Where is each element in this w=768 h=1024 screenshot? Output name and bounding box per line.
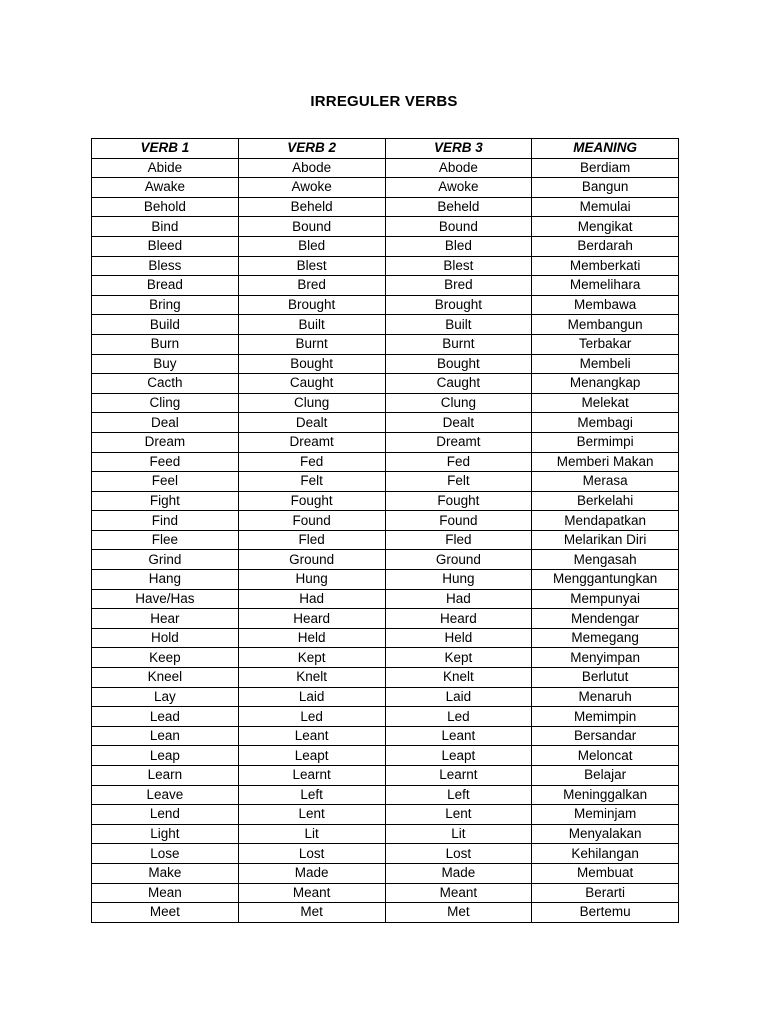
cell-verb-3: Made	[385, 863, 532, 883]
table-row	[92, 628, 679, 648]
cell-verb-2: Lost	[238, 844, 385, 864]
cell-verb-2: Knelt	[238, 668, 385, 688]
cell-verb-1: Grind	[92, 550, 239, 570]
cell-verb-3: Clung	[385, 393, 532, 413]
table-row	[92, 609, 679, 629]
cell-meaning: Bersandar	[532, 726, 679, 746]
cell-meaning: Mendengar	[532, 609, 679, 629]
cell-meaning: Memelihara	[532, 276, 679, 296]
cell-verb-1: Fight	[92, 491, 239, 511]
cell-meaning: Memegang	[532, 628, 679, 648]
cell-verb-2: Fed	[238, 452, 385, 472]
cell-verb-1: Feed	[92, 452, 239, 472]
cell-verb-3: Bled	[385, 236, 532, 256]
cell-meaning: Berdiam	[532, 158, 679, 178]
table-row	[92, 648, 679, 668]
cell-meaning: Meminjam	[532, 805, 679, 825]
cell-verb-2: Kept	[238, 648, 385, 668]
cell-meaning: Memimpin	[532, 707, 679, 727]
cell-verb-3: Lost	[385, 844, 532, 864]
cell-verb-2: Lent	[238, 805, 385, 825]
cell-meaning: Bangun	[532, 178, 679, 198]
cell-verb-1: Feel	[92, 472, 239, 492]
cell-verb-1: Lend	[92, 805, 239, 825]
cell-verb-2: Hung	[238, 570, 385, 590]
cell-verb-1: Mean	[92, 883, 239, 903]
table-row	[92, 217, 679, 237]
table-row	[92, 452, 679, 472]
cell-verb-2: Met	[238, 903, 385, 923]
cell-verb-2: Bred	[238, 276, 385, 296]
table-row	[92, 197, 679, 217]
cell-verb-1: Lead	[92, 707, 239, 727]
cell-meaning: Menaruh	[532, 687, 679, 707]
table-row	[92, 903, 679, 923]
header-verb-3: VERB 3	[385, 139, 532, 159]
cell-verb-1: Keep	[92, 648, 239, 668]
header-meaning: MEANING	[532, 139, 679, 159]
cell-verb-3: Abode	[385, 158, 532, 178]
cell-verb-3: Awoke	[385, 178, 532, 198]
cell-verb-2: Led	[238, 707, 385, 727]
cell-verb-2: Fought	[238, 491, 385, 511]
table-row	[92, 844, 679, 864]
table-row	[92, 315, 679, 335]
table-row	[92, 824, 679, 844]
cell-verb-2: Bound	[238, 217, 385, 237]
cell-verb-1: Dream	[92, 432, 239, 452]
cell-verb-1: Bread	[92, 276, 239, 296]
cell-meaning: Membeli	[532, 354, 679, 374]
cell-verb-2: Meant	[238, 883, 385, 903]
cell-verb-1: Lose	[92, 844, 239, 864]
cell-verb-3: Meant	[385, 883, 532, 903]
cell-verb-1: Lay	[92, 687, 239, 707]
cell-verb-2: Found	[238, 511, 385, 531]
cell-verb-3: Kept	[385, 648, 532, 668]
cell-meaning: Menangkap	[532, 374, 679, 394]
cell-verb-2: Bled	[238, 236, 385, 256]
cell-verb-3: Fled	[385, 530, 532, 550]
cell-meaning: Membuat	[532, 863, 679, 883]
cell-verb-1: Awake	[92, 178, 239, 198]
cell-verb-3: Beheld	[385, 197, 532, 217]
cell-verb-1: Meet	[92, 903, 239, 923]
cell-verb-2: Awoke	[238, 178, 385, 198]
cell-verb-1: Bring	[92, 295, 239, 315]
table-row	[92, 707, 679, 727]
cell-verb-2: Burnt	[238, 334, 385, 354]
cell-verb-3: Bought	[385, 354, 532, 374]
table-row	[92, 883, 679, 903]
cell-verb-1: Lean	[92, 726, 239, 746]
cell-verb-3: Blest	[385, 256, 532, 276]
table-row	[92, 413, 679, 433]
table-row	[92, 256, 679, 276]
table-row	[92, 393, 679, 413]
table-row	[92, 805, 679, 825]
table-row	[92, 374, 679, 394]
cell-verb-3: Met	[385, 903, 532, 923]
table-row	[92, 570, 679, 590]
cell-verb-1: Flee	[92, 530, 239, 550]
table-row	[92, 746, 679, 766]
cell-verb-3: Laid	[385, 687, 532, 707]
cell-meaning: Melarikan Diri	[532, 530, 679, 550]
cell-meaning: Terbakar	[532, 334, 679, 354]
cell-meaning: Mengikat	[532, 217, 679, 237]
cell-meaning: Menyimpan	[532, 648, 679, 668]
cell-verb-2: Left	[238, 785, 385, 805]
table-row	[92, 687, 679, 707]
cell-verb-3: Left	[385, 785, 532, 805]
cell-verb-1: Behold	[92, 197, 239, 217]
cell-verb-1: Burn	[92, 334, 239, 354]
table-row	[92, 530, 679, 550]
cell-verb-3: Leapt	[385, 746, 532, 766]
cell-verb-2: Heard	[238, 609, 385, 629]
header-verb-2: VERB 2	[238, 139, 385, 159]
cell-verb-1: Cacth	[92, 374, 239, 394]
table-row	[92, 726, 679, 746]
cell-verb-2: Dreamt	[238, 432, 385, 452]
cell-meaning: Menggantungkan	[532, 570, 679, 590]
cell-verb-2: Leant	[238, 726, 385, 746]
cell-verb-2: Had	[238, 589, 385, 609]
irregular-verbs-table	[91, 138, 679, 923]
cell-verb-2: Leapt	[238, 746, 385, 766]
cell-verb-2: Bought	[238, 354, 385, 374]
table-header	[92, 139, 679, 159]
cell-verb-1: Leave	[92, 785, 239, 805]
cell-verb-3: Leant	[385, 726, 532, 746]
cell-meaning: Bertemu	[532, 903, 679, 923]
cell-verb-3: Bound	[385, 217, 532, 237]
cell-verb-1: Buy	[92, 354, 239, 374]
cell-verb-2: Learnt	[238, 766, 385, 786]
cell-verb-3: Found	[385, 511, 532, 531]
cell-verb-2: Caught	[238, 374, 385, 394]
cell-verb-3: Bred	[385, 276, 532, 296]
cell-meaning: Mengasah	[532, 550, 679, 570]
cell-meaning: Meninggalkan	[532, 785, 679, 805]
cell-verb-2: Ground	[238, 550, 385, 570]
cell-verb-2: Brought	[238, 295, 385, 315]
cell-meaning: Belajar	[532, 766, 679, 786]
cell-verb-3: Knelt	[385, 668, 532, 688]
cell-verb-3: Felt	[385, 472, 532, 492]
cell-meaning: Membagi	[532, 413, 679, 433]
cell-meaning: Membangun	[532, 315, 679, 335]
cell-verb-2: Made	[238, 863, 385, 883]
cell-verb-3: Fought	[385, 491, 532, 511]
cell-meaning: Berkelahi	[532, 491, 679, 511]
cell-meaning: Berdarah	[532, 236, 679, 256]
cell-verb-1: Bleed	[92, 236, 239, 256]
cell-meaning: Membawa	[532, 295, 679, 315]
cell-meaning: Mempunyai	[532, 589, 679, 609]
cell-meaning: Berlutut	[532, 668, 679, 688]
cell-meaning: Kehilangan	[532, 844, 679, 864]
table-row	[92, 785, 679, 805]
cell-meaning: Bermimpi	[532, 432, 679, 452]
header-row	[92, 139, 679, 159]
cell-verb-1: Cling	[92, 393, 239, 413]
cell-verb-3: Dealt	[385, 413, 532, 433]
cell-verb-3: Burnt	[385, 334, 532, 354]
cell-verb-2: Blest	[238, 256, 385, 276]
cell-verb-3: Lent	[385, 805, 532, 825]
cell-verb-1: Have/Has	[92, 589, 239, 609]
table-row	[92, 432, 679, 452]
cell-verb-1: Bind	[92, 217, 239, 237]
cell-verb-3: Ground	[385, 550, 532, 570]
cell-verb-1: Learn	[92, 766, 239, 786]
cell-verb-3: Caught	[385, 374, 532, 394]
cell-meaning: Merasa	[532, 472, 679, 492]
cell-meaning: Menyalakan	[532, 824, 679, 844]
cell-verb-1: Hear	[92, 609, 239, 629]
cell-verb-3: Had	[385, 589, 532, 609]
cell-verb-3: Built	[385, 315, 532, 335]
table-row	[92, 158, 679, 178]
cell-verb-2: Built	[238, 315, 385, 335]
cell-verb-2: Beheld	[238, 197, 385, 217]
cell-verb-2: Felt	[238, 472, 385, 492]
cell-verb-1: Make	[92, 863, 239, 883]
cell-verb-3: Learnt	[385, 766, 532, 786]
cell-verb-3: Led	[385, 707, 532, 727]
cell-verb-2: Abode	[238, 158, 385, 178]
cell-meaning: Melekat	[532, 393, 679, 413]
table-row	[92, 550, 679, 570]
cell-verb-3: Fed	[385, 452, 532, 472]
cell-verb-1: Deal	[92, 413, 239, 433]
cell-verb-3: Dreamt	[385, 432, 532, 452]
table-row	[92, 276, 679, 296]
cell-verb-1: Find	[92, 511, 239, 531]
cell-verb-3: Lit	[385, 824, 532, 844]
table-row	[92, 295, 679, 315]
table-row	[92, 236, 679, 256]
cell-verb-2: Held	[238, 628, 385, 648]
header-verb-1: VERB 1	[92, 139, 239, 159]
table-row	[92, 668, 679, 688]
cell-verb-2: Lit	[238, 824, 385, 844]
table-row	[92, 766, 679, 786]
cell-verb-1: Abide	[92, 158, 239, 178]
table-row	[92, 589, 679, 609]
table-body	[92, 158, 679, 922]
table-row	[92, 863, 679, 883]
cell-verb-1: Leap	[92, 746, 239, 766]
table-row	[92, 334, 679, 354]
cell-verb-3: Brought	[385, 295, 532, 315]
cell-verb-1: Hang	[92, 570, 239, 590]
cell-verb-3: Hung	[385, 570, 532, 590]
cell-meaning: Memberi Makan	[532, 452, 679, 472]
table-row	[92, 511, 679, 531]
cell-verb-3: Held	[385, 628, 532, 648]
cell-verb-2: Fled	[238, 530, 385, 550]
cell-meaning: Memberkati	[532, 256, 679, 276]
cell-verb-1: Kneel	[92, 668, 239, 688]
cell-verb-1: Hold	[92, 628, 239, 648]
cell-verb-2: Dealt	[238, 413, 385, 433]
cell-verb-1: Light	[92, 824, 239, 844]
cell-meaning: Mendapatkan	[532, 511, 679, 531]
cell-meaning: Berarti	[532, 883, 679, 903]
cell-verb-2: Laid	[238, 687, 385, 707]
cell-verb-1: Build	[92, 315, 239, 335]
table-row	[92, 491, 679, 511]
cell-verb-1: Bless	[92, 256, 239, 276]
table-row	[92, 178, 679, 198]
table-row	[92, 354, 679, 374]
cell-meaning: Memulai	[532, 197, 679, 217]
cell-meaning: Meloncat	[532, 746, 679, 766]
page-title: IRREGULER VERBS	[310, 93, 458, 110]
cell-verb-2: Clung	[238, 393, 385, 413]
cell-verb-3: Heard	[385, 609, 532, 629]
table-row	[92, 472, 679, 492]
